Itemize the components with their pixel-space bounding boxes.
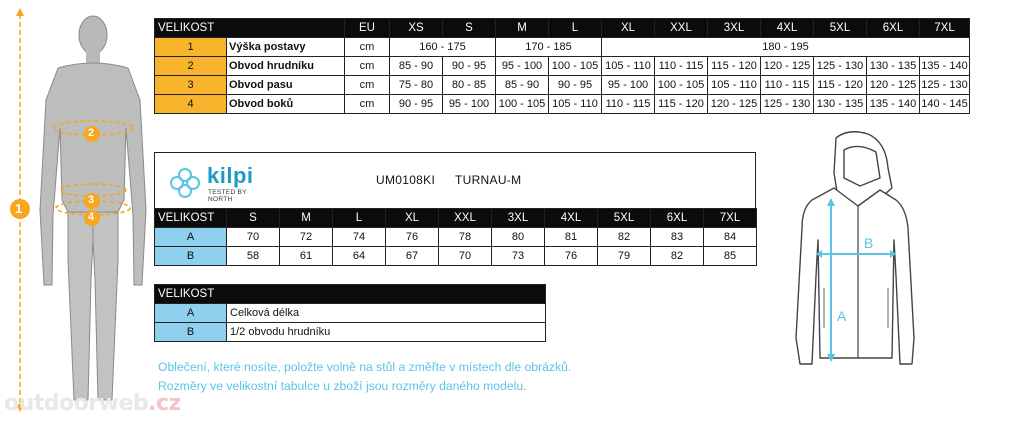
measure-note: Oblečení, které nosíte, položte volně na stůl a změřte v místech dle obrázků.: [158, 360, 572, 374]
table-cell: 70: [439, 247, 492, 266]
header-size: 4XL: [761, 19, 814, 38]
height-marker: 1: [15, 201, 23, 216]
table-cell: 120 - 125: [867, 76, 920, 95]
table-cell: 105 - 110: [549, 95, 602, 114]
row-label: Obvod boků: [227, 95, 345, 114]
row-number: 4: [155, 95, 227, 114]
table-cell: 76: [545, 247, 598, 266]
logo-wordmark: kilpi: [207, 163, 254, 188]
header-velikost: VELIKOST: [155, 285, 546, 304]
table-cell: 75 - 80: [390, 76, 443, 95]
watermark: [4, 391, 181, 416]
table-row: [155, 247, 757, 266]
table-cell: 90 - 95: [390, 95, 443, 114]
row-label: Obvod pasu: [227, 76, 345, 95]
table-cell: 74: [333, 228, 386, 247]
kilpi-logo: [167, 165, 267, 205]
table-cell: 115 - 120: [708, 57, 761, 76]
jacket-label-b: B: [864, 235, 874, 251]
header-size: XXL: [439, 209, 492, 228]
table-cell: 95 - 100: [602, 76, 655, 95]
table-cell: 78: [439, 228, 492, 247]
header-size: XS: [390, 19, 443, 38]
row-unit: cm: [345, 57, 390, 76]
table-row: [155, 323, 546, 342]
table-cell: 105 - 110: [602, 57, 655, 76]
row-number: 3: [155, 76, 227, 95]
table-cell: 180 - 195: [602, 38, 970, 57]
row-number: 1: [155, 38, 227, 57]
header-size: S: [227, 209, 280, 228]
product-name: TURNAU-M: [455, 173, 522, 187]
legend-text: 1/2 obvodu hrudníku: [227, 323, 546, 342]
header-size: M: [280, 209, 333, 228]
table-cell: 135 - 140: [867, 95, 920, 114]
waist-marker: 3: [88, 194, 95, 206]
row-label: Obvod hrudníku: [227, 57, 345, 76]
jacket-figure: [788, 128, 918, 373]
jacket-label-a: A: [837, 308, 847, 324]
logo-tagline: TESTED BY NORTH: [208, 189, 247, 203]
row-unit: cm: [345, 38, 390, 57]
table-row: [155, 95, 970, 114]
legend-text: Celková délka: [227, 304, 546, 323]
header-velikost: VELIKOST: [155, 19, 345, 38]
body-figure: [0, 0, 150, 417]
table-row: [155, 304, 546, 323]
product-box: [154, 152, 756, 208]
table-cell: 85: [704, 247, 757, 266]
header-size: XL: [602, 19, 655, 38]
table-cell: 80 - 85: [443, 76, 496, 95]
row-label: A: [155, 228, 227, 247]
header-size: 5XL: [814, 19, 867, 38]
product-code: UM0108KI: [376, 173, 436, 187]
table-cell: 90 - 95: [443, 57, 496, 76]
table-cell: 85 - 90: [496, 76, 549, 95]
row-unit: cm: [345, 95, 390, 114]
body-size-table: [154, 18, 970, 114]
garment-size-table: [154, 208, 757, 266]
table-cell: 160 - 175: [390, 38, 496, 57]
table-header-row: [155, 19, 970, 38]
row-label: B: [155, 323, 227, 342]
table-row: [155, 228, 757, 247]
table-cell: 140 - 145: [920, 95, 970, 114]
table-cell: 100 - 105: [655, 76, 708, 95]
header-size: S: [443, 19, 496, 38]
row-label: Výška postavy: [227, 38, 345, 57]
table-header-row: [155, 285, 546, 304]
header-size: XL: [386, 209, 439, 228]
table-header-row: [155, 209, 757, 228]
chest-marker: 2: [88, 127, 95, 139]
table-cell: 79: [598, 247, 651, 266]
table-cell: 115 - 120: [814, 76, 867, 95]
table-cell: 125 - 130: [761, 95, 814, 114]
legend-table: [154, 284, 546, 342]
header-size: 3XL: [492, 209, 545, 228]
table-cell: 84: [704, 228, 757, 247]
table-cell: 95 - 100: [496, 57, 549, 76]
table-cell: 125 - 130: [920, 76, 970, 95]
table-cell: 83: [651, 228, 704, 247]
table-cell: 110 - 115: [655, 57, 708, 76]
header-size: 7XL: [920, 19, 970, 38]
table-cell: 120 - 125: [708, 95, 761, 114]
table-cell: 170 - 185: [496, 38, 602, 57]
table-cell: 90 - 95: [549, 76, 602, 95]
table-row: [155, 57, 970, 76]
table-cell: 80: [492, 228, 545, 247]
table-cell: 64: [333, 247, 386, 266]
header-eu: EU: [345, 19, 390, 38]
row-number: 2: [155, 57, 227, 76]
header-size: L: [549, 19, 602, 38]
header-size: 7XL: [704, 209, 757, 228]
header-size: M: [496, 19, 549, 38]
table-cell: 58: [227, 247, 280, 266]
header-size: 4XL: [545, 209, 598, 228]
hips-marker: 4: [88, 211, 95, 223]
table-cell: 110 - 115: [761, 76, 814, 95]
header-velikost: VELIKOST: [155, 209, 227, 228]
table-cell: 76: [386, 228, 439, 247]
header-size: XXL: [655, 19, 708, 38]
header-size: 3XL: [708, 19, 761, 38]
table-cell: 105 - 110: [708, 76, 761, 95]
table-cell: 82: [598, 228, 651, 247]
table-cell: 130 - 135: [814, 95, 867, 114]
table-cell: 73: [492, 247, 545, 266]
table-cell: 72: [280, 228, 333, 247]
table-cell: 125 - 130: [814, 57, 867, 76]
table-cell: 135 - 140: [920, 57, 970, 76]
model-note: Rozměry ve velikostní tabulce u zboží jsou rozměry daného modelu.: [158, 379, 527, 393]
table-cell: 70: [227, 228, 280, 247]
table-cell: 110 - 115: [602, 95, 655, 114]
table-cell: 85 - 90: [390, 57, 443, 76]
table-cell: 120 - 125: [761, 57, 814, 76]
table-row: [155, 76, 970, 95]
header-size: 6XL: [651, 209, 704, 228]
table-cell: 130 - 135: [867, 57, 920, 76]
table-cell: 100 - 105: [549, 57, 602, 76]
header-size: 6XL: [867, 19, 920, 38]
watermark-main: outdoorweb: [4, 391, 149, 416]
table-cell: 82: [651, 247, 704, 266]
header-size: 5XL: [598, 209, 651, 228]
table-cell: 67: [386, 247, 439, 266]
row-unit: cm: [345, 76, 390, 95]
table-cell: 95 - 100: [443, 95, 496, 114]
table-cell: 100 - 105: [496, 95, 549, 114]
kilpi-knot-icon: [167, 165, 203, 201]
table-cell: 61: [280, 247, 333, 266]
row-label: A: [155, 304, 227, 323]
row-label: B: [155, 247, 227, 266]
table-cell: 81: [545, 228, 598, 247]
header-size: L: [333, 209, 386, 228]
watermark-tld: .cz: [148, 391, 181, 416]
table-row: [155, 38, 970, 57]
table-cell: 115 - 120: [655, 95, 708, 114]
